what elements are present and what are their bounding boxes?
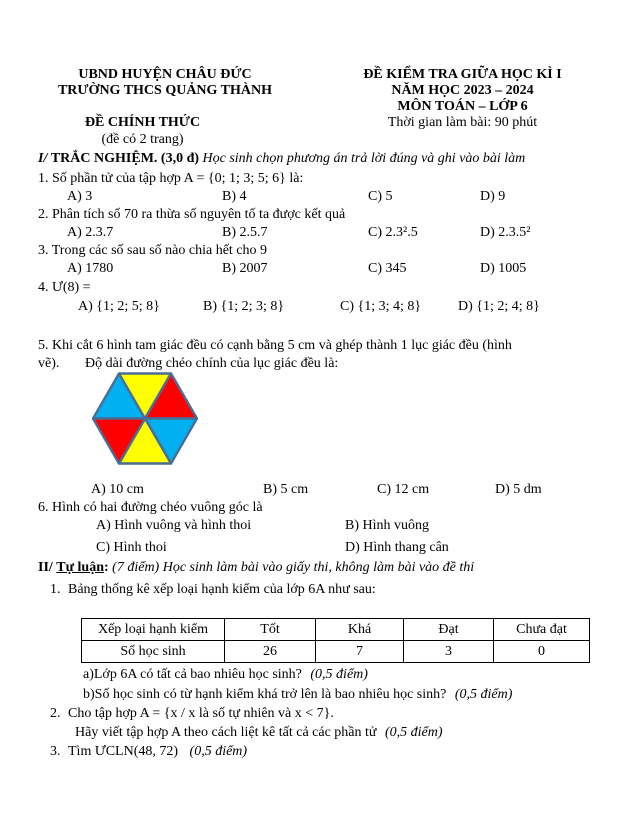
hexagon-figure (92, 372, 198, 465)
q4-option-a: A) {1; 2; 5; 8} (78, 299, 160, 314)
item3-text: Tìm ƯCLN(48, 72) (68, 744, 179, 759)
question-6: 6. Hình có hai đường chéo vuông góc là (38, 500, 263, 515)
q3-option-d: D) 1005 (480, 261, 527, 276)
q1-option-b: B) 4 (222, 189, 247, 204)
section1-heading (38, 150, 525, 167)
section1-title: TRẮC NGHIỆM. (3,0 đ) (50, 151, 200, 166)
essay-item-1 (50, 581, 376, 598)
section2-instruction: (7 điểm) Học sinh làm bài vào giấy thi, không làm bài vào đề thi (112, 560, 475, 575)
q5-line2-start: vẽ). (38, 356, 60, 371)
value-cell-kha: 7 (316, 641, 404, 663)
official-exam-label: ĐỀ CHÍNH THỨC (84, 115, 201, 130)
q1-option-c: C) 5 (368, 189, 393, 204)
item3-score: (0,5 điểm) (189, 744, 248, 759)
item1b-score: (0,5 điểm) (454, 687, 513, 702)
item2-score: (0,5 điểm) (385, 725, 443, 740)
item1-text: Bảng thống kê xếp loại hạnh kiểm của lớp 6A như sau: (68, 582, 376, 597)
question-6-options-row1 (0, 517, 639, 534)
item2-line1: Cho tập hợp A = {x / x là số tự nhiên và x < 7}. (68, 706, 334, 721)
org-name-line2: TRƯỜNG THCS QUẢNG THÀNH (57, 83, 273, 98)
question-5-line1: 5. Khi cắt 6 hình tam giác đều có cạnh bằng 5 cm và ghép thành 1 lục giác đều (hình (38, 338, 512, 353)
q5-option-a: A) 10 cm (91, 482, 144, 497)
conduct-stats-table (81, 618, 590, 663)
value-cell-dat: 3 (404, 641, 494, 663)
item2-number: 2. (50, 706, 61, 721)
question-2-options (0, 224, 639, 241)
item1a-score: (0,5 điểm) (310, 667, 368, 682)
hexagon-triangles (93, 374, 197, 464)
value-cell-tot: 26 (225, 641, 316, 663)
question-1-options (0, 188, 639, 205)
question-3-options (0, 260, 639, 277)
q6-option-c: C) Hình thoi (96, 540, 167, 555)
q2-option-d: D) 2.3.5² (480, 225, 531, 240)
item2-line2-text: Hãy viết tập hợp A theo cách liệt kê tất cả các phần tử (75, 725, 377, 740)
item1-subquestion-b (83, 686, 512, 703)
header-cell-dat: Đạt (404, 619, 494, 641)
section1-label: I/ (38, 151, 48, 166)
q5-line2-rest: Độ dài đường chéo chính của lục giác đều là: (85, 356, 339, 371)
q3-option-a: A) 1780 (67, 261, 114, 276)
duration: Thời gian làm bài: 90 phút (387, 115, 538, 130)
essay-item-3 (50, 743, 247, 760)
q6-option-d: D) Hình thang cân (345, 540, 449, 555)
table-data-row (82, 641, 590, 663)
q1-option-a: A) 3 (67, 189, 93, 204)
school-year: NĂM HỌC 2023 – 2024 (391, 83, 534, 98)
question-5-options (0, 481, 639, 498)
q5-option-b: B) 5 cm (263, 482, 309, 497)
header-cell-tot: Tốt (225, 619, 316, 641)
item1-subquestion-a (83, 666, 368, 683)
question-6-options-row2 (0, 539, 639, 556)
q5-option-c: C) 12 cm (377, 482, 430, 497)
q3-option-c: C) 345 (368, 261, 407, 276)
q4-option-d: D) {1; 2; 4; 8} (458, 299, 540, 314)
table-header-row (82, 619, 590, 641)
header-cell-chua-dat: Chưa đạt (494, 619, 590, 641)
q6-option-a: A) Hình vuông và hình thoi (96, 518, 252, 533)
item1a-text: a)Lớp 6A có tất cả bao nhiêu học sinh? (83, 667, 302, 682)
pages-note: (đề có 2 trang) (101, 132, 184, 147)
q2-option-b: B) 2.5.7 (222, 225, 268, 240)
row-label-cell: Số học sinh (82, 641, 225, 663)
section2-heading (38, 559, 474, 576)
subject-grade: MÔN TOÁN – LỚP 6 (397, 99, 528, 114)
section2-colon: : (104, 560, 109, 575)
question-5-line2 (0, 355, 639, 372)
question-4: 4. Ư(8) = (38, 280, 91, 295)
q4-option-c: C) {1; 3; 4; 8} (340, 299, 422, 314)
item3-number: 3. (50, 744, 61, 759)
q1-option-d: D) 9 (480, 189, 506, 204)
header-cell-kha: Khá (316, 619, 404, 641)
q4-option-b: B) {1; 2; 3; 8} (203, 299, 285, 314)
item1b-text: b)Số học sinh có từ hạnh kiểm khá trở lên là bao nhiêu học sinh? (83, 687, 447, 702)
q2-option-c: C) 2.3².5 (368, 225, 418, 240)
essay-item-2 (50, 705, 334, 722)
q5-option-d: D) 5 dm (495, 482, 542, 497)
q6-option-b: B) Hình vuông (345, 518, 429, 533)
question-1: 1. Số phần tử của tập hợp A = {0; 1; 3; 5; 6} là: (38, 171, 304, 186)
question-2: 2. Phân tích số 70 ra thừa số nguyên tố ta được kết quả (38, 207, 346, 222)
section2-label: II/ (38, 560, 53, 575)
question-4-options (0, 298, 639, 315)
header-cell-category: Xếp loại hạnh kiểm (82, 619, 225, 641)
section1-instruction: Học sinh chọn phương án trả lời đúng và ghi vào bài làm (202, 151, 526, 166)
org-name-line1: UBND HUYỆN CHÂU ĐỨC (78, 67, 252, 82)
q2-option-a: A) 2.3.7 (67, 225, 114, 240)
question-3: 3. Trong các số sau số nào chia hết cho 9 (38, 243, 268, 258)
value-cell-chua-dat: 0 (494, 641, 590, 663)
section2-title: Tự luận (56, 560, 104, 575)
item1-number: 1. (50, 582, 61, 597)
essay-item-2-line2 (75, 724, 443, 741)
exam-title: ĐỀ KIỂM TRA GIỮA HỌC KÌ I (363, 67, 562, 82)
q3-option-b: B) 2007 (222, 261, 268, 276)
